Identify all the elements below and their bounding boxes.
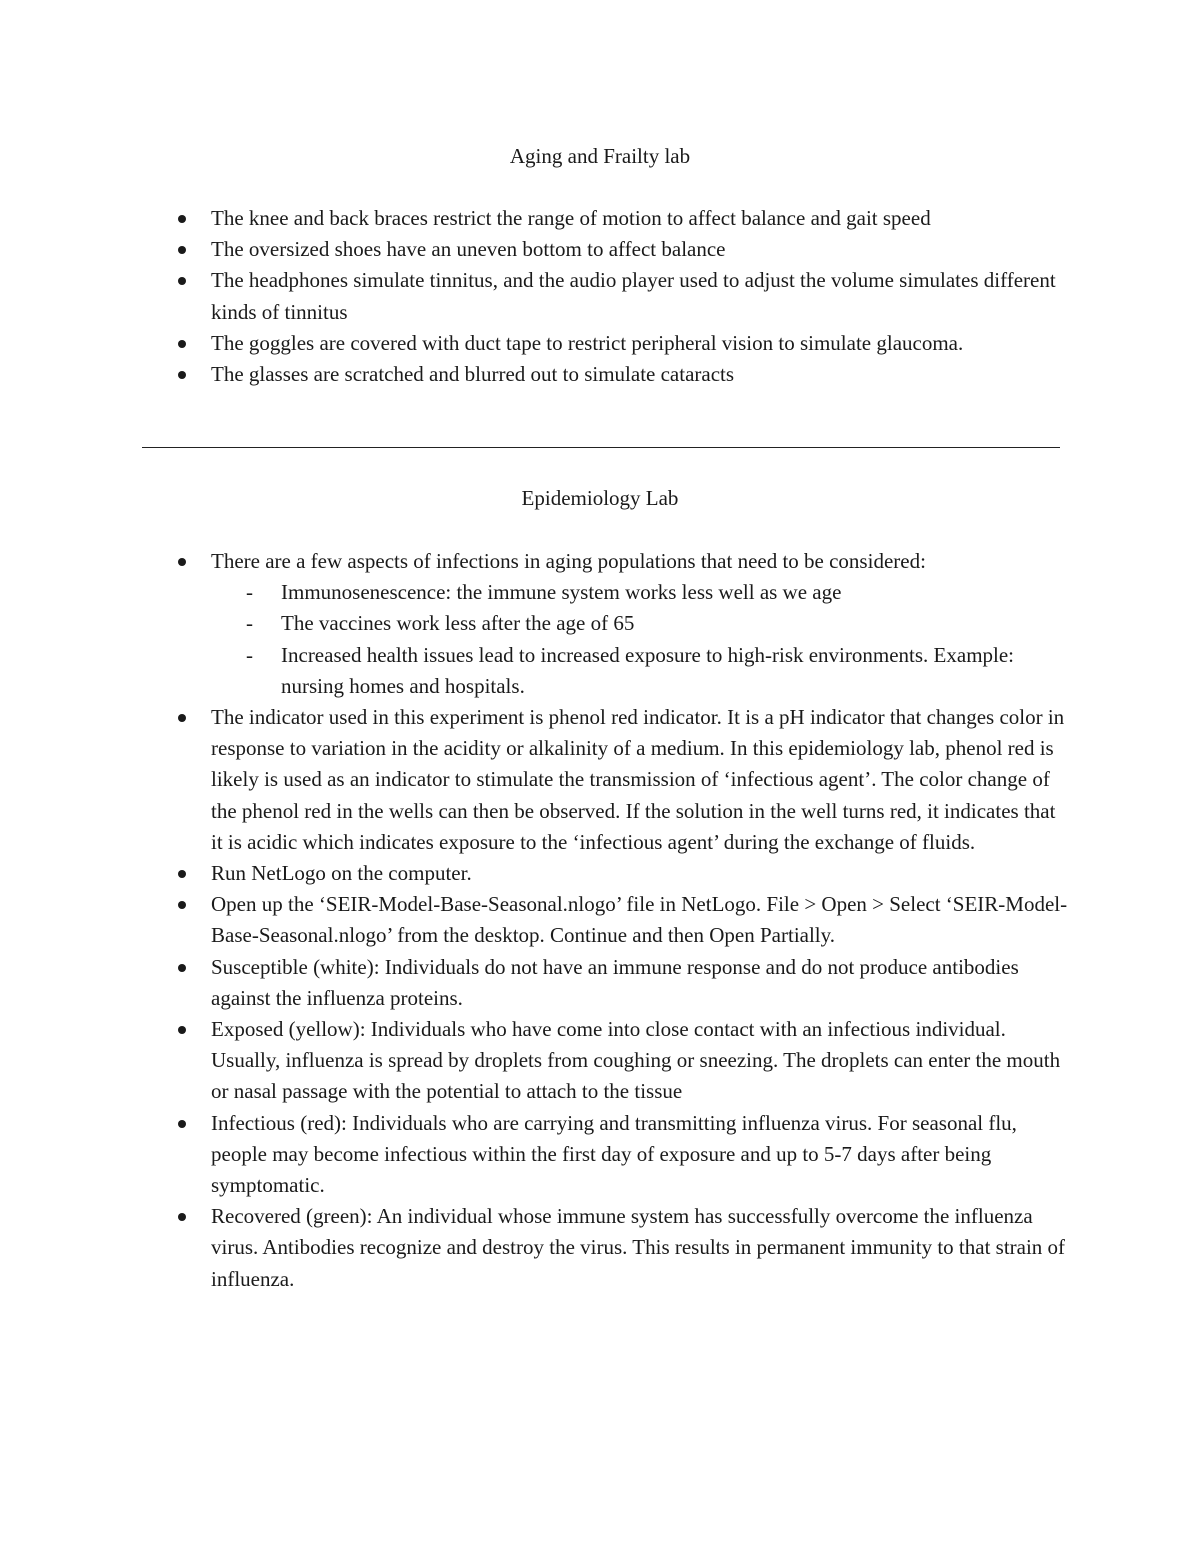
list-item: Infectious (red): Individuals who are carrying and transmitting influenza virus. For seasonal flu, people may become infectious within the first day of exposure and up to 5-7 days after being symptomatic.	[0, 1108, 1071, 1202]
list-item: The glasses are scratched and blurred out to simulate cataracts	[0, 359, 1071, 390]
horizontal-divider	[142, 447, 1060, 448]
bullet-icon	[178, 901, 186, 909]
dash-marker: -	[246, 580, 253, 605]
list-item: The headphones simulate tinnitus, and the audio player used to adjust the volume simulates different kinds of tinnitus	[0, 265, 1071, 327]
bullet-icon	[178, 371, 186, 379]
section-title-aging: Aging and Frailty lab	[509, 144, 691, 168]
aging-bullet-list	[0, 203, 1200, 390]
bullet-icon	[178, 277, 186, 285]
bullet-icon	[178, 215, 186, 223]
list-item: The goggles are covered with duct tape to restrict peripheral vision to simulate glaucoma.	[0, 328, 1071, 359]
sub-list-item: - Immunosenescence: the immune system works less well as we age	[211, 577, 1061, 608]
list-item: Run NetLogo on the computer.	[0, 858, 1071, 889]
bullet-icon	[178, 340, 186, 348]
list-item: Open up the ‘SEIR-Model-Base-Seasonal.nlogo’ file in NetLogo. File > Open > Select ‘SEIR-Model-Base-Seasonal.nlogo’ from the desktop. Continue and then Open Partially.	[0, 889, 1071, 951]
section-title-epidemiology: Epidemiology Lab	[521, 486, 679, 510]
list-item: The oversized shoes have an uneven bottom to affect balance	[0, 234, 1071, 265]
dash-marker: -	[246, 642, 253, 667]
dash-marker: -	[246, 611, 253, 636]
list-item: The knee and back braces restrict the range of motion to affect balance and gait speed	[0, 203, 1071, 234]
epidemiology-bullet-list	[0, 546, 1200, 1295]
sub-list-item: - Increased health issues lead to increased exposure to high-risk environments. Example: nursing homes and hospitals.	[211, 640, 1061, 702]
bullet-icon	[178, 870, 186, 878]
sub-list-item: - The vaccines work less after the age of 65	[211, 608, 1061, 639]
bullet-icon	[178, 1026, 186, 1034]
bullet-icon	[178, 246, 186, 254]
bullet-icon	[178, 558, 186, 566]
list-item: Exposed (yellow): Individuals who have come into close contact with an infectious individual. Usually, influenza is spread by droplets from coughing or sneezing. The droplets can enter the mouth or nasal passage with the potential to attach to the tissue	[0, 1014, 1071, 1108]
list-item: Susceptible (white): Individuals do not have an immune response and do not produce antibodies against the influenza proteins.	[0, 952, 1071, 1014]
bullet-icon	[178, 964, 186, 972]
bullet-icon	[178, 714, 186, 722]
bullet-icon	[178, 1120, 186, 1128]
bullet-icon	[178, 1213, 186, 1221]
list-item: The indicator used in this experiment is phenol red indicator. It is a pH indicator that changes color in response to variation in the acidity or alkalinity of a medium. In this epidemiology lab, phenol red is likely is used as an indicator to stimulate the transmission of ‘infectious agent’. The color change of the phenol red in the wells can then be observed. If the solution in the well turns red, it indicates that it is acidic which indicates exposure to the ‘infectious agent’ during the exchange of fluids.	[0, 702, 1071, 858]
list-item: There are a few aspects of infections in aging populations that need to be considered: - Immunosenescence: the immune system works less well as we age - The vaccines work less after the age of 65 - Increased health issues lead to increased exposure to high-risk environments. Example: nursing homes and hospitals.	[0, 546, 1071, 702]
list-item: Recovered (green): An individual whose immune system has successfully overcome the influenza virus. Antibodies recognize and destroy the virus. This results in permanent immunity to that strain of influenza.	[0, 1201, 1071, 1295]
sub-list	[0, 577, 1071, 702]
